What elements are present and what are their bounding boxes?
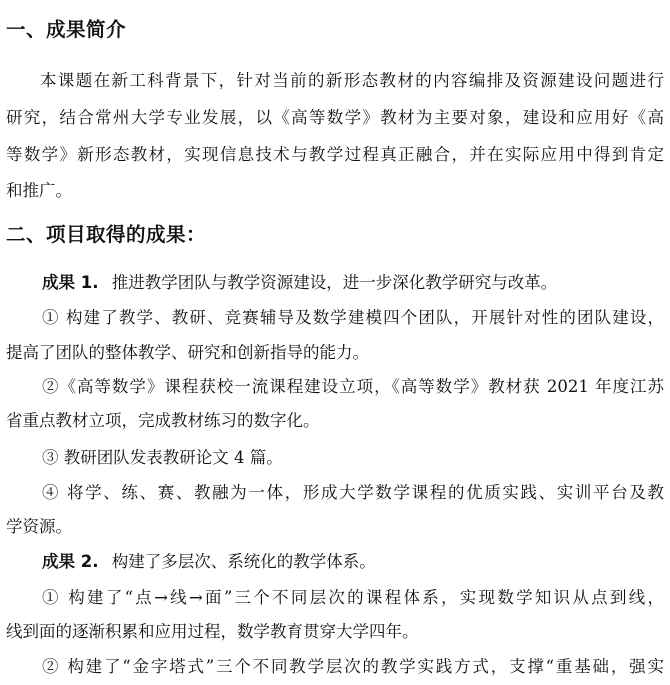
paragraph-line: 研究，结合常州大学专业发展，以《高等数学》教材为主要对象，建设和应用好《高 (6, 108, 664, 127)
result-1-item-2-line-1: ②《高等数学》课程获校一流课程建设立项，《高等数学》教材获 2021 年度江苏 (42, 377, 664, 396)
paragraph-line: 等数学》新形态教材，实现信息技术与教学过程真正融合，并在实际应用中得到肯定 (6, 145, 664, 164)
result-1-item-1-line-2: 提高了团队的整体教学、研究和创新指导的能力。 (6, 343, 369, 362)
section-heading-summary: 一、成果简介 (6, 18, 127, 41)
result-2-item-1-line-2: 线到面的逐渐积累和应用过程，数学教育贯穿大学四年。 (6, 622, 419, 641)
result-2-label: 成果 2. (42, 552, 99, 571)
result-2-item-1-line-1: ① 构建了“点→线→面”三个不同层次的课程体系，实现数学知识从点到线， (42, 588, 664, 607)
result-1-item-2-line-2: 省重点教材立项，完成教材练习的数字化。 (6, 411, 320, 430)
result-2-title (42, 551, 376, 573)
result-1-item-1-line-1: ① 构建了教学、教研、竞赛辅导及数学建模四个团队，开展针对性的团队建设， (42, 308, 664, 327)
result-2-item-2-line-1: ② 构建了“金字塔式”三个不同教学层次的教学实践方式，支撑“重基础，强实 (42, 657, 664, 676)
result-1-text: 推进教学团队与教学资源建设，进一步深化教学研究与改革。 (111, 273, 558, 292)
result-1-item-4-line-2: 学资源。 (6, 517, 72, 536)
result-1-title (42, 272, 557, 294)
result-1-item-4-line-1: ④ 将学、练、赛、教融为一体，形成大学数学课程的优质实践、实训平台及教 (42, 483, 664, 502)
paragraph-line: 本课题在新工科背景下，针对当前的新形态教材的内容编排及资源建设问题进行 (40, 71, 664, 90)
section-heading-results: 二、项目取得的成果： (6, 223, 207, 246)
result-2-text: 构建了多层次、系统化的教学体系。 (111, 552, 376, 571)
result-1-label: 成果 1. (42, 273, 99, 292)
result-1-item-3: ③ 教研团队发表教研论文 4 篇。 (42, 448, 283, 467)
paragraph-line: 和推广。 (6, 181, 72, 200)
